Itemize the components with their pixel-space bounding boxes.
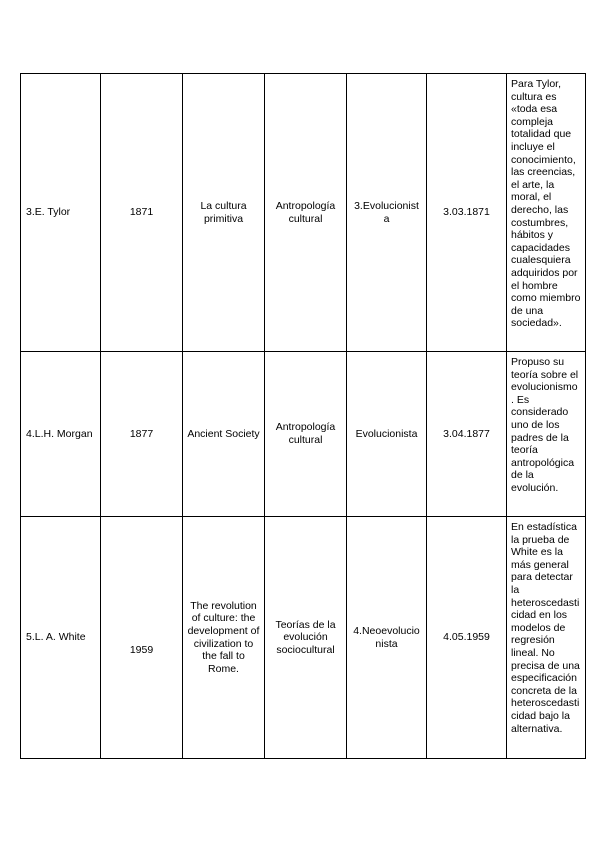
field-cell: Antropología cultural: [265, 74, 347, 352]
year-cell: 1871: [101, 74, 183, 352]
table-row: [21, 74, 586, 352]
author-cell: 3.E. Tylor: [21, 74, 101, 352]
field-cell: Teorías de la evolución sociocultural: [265, 517, 347, 759]
year-cell: 1959: [101, 517, 183, 759]
code-cell: 3.04.1877: [427, 352, 507, 517]
year-cell: 1877: [101, 352, 183, 517]
table-row: [21, 352, 586, 517]
author-cell: 5.L. A. White: [21, 517, 101, 759]
author-cell: 4.L.H. Morgan: [21, 352, 101, 517]
description-cell: En estadística la prueba de White es la más general para detectar la heteroscedasticidad en los modelos de regresión lineal. No precisa de una especificación concreta de la heteroscedasticidad bajo la alternativa.: [507, 517, 586, 759]
code-cell: 3.03.1871: [427, 74, 507, 352]
school-cell: 4.Neoevolucio nista: [347, 517, 427, 759]
field-cell: Antropología cultural: [265, 352, 347, 517]
description-cell: Propuso su teoría sobre el evolucionismo . Es considerado uno de los padres de la teoría antropológica de la evolución.: [507, 352, 586, 517]
table-row: [21, 517, 586, 759]
work-cell: Ancient Society: [183, 352, 265, 517]
data-table: [20, 73, 586, 759]
work-cell: La cultura primitiva: [183, 74, 265, 352]
school-cell: 3.Evolucionist a: [347, 74, 427, 352]
code-cell: 4.05.1959: [427, 517, 507, 759]
school-cell: Evolucionista: [347, 352, 427, 517]
description-cell: Para Tylor, cultura es «toda esa compleja totalidad que incluye el conocimiento, las creencias, el arte, la moral, el derecho, las costumbres, hábitos y capacidades cualesquiera adquiridos por el hombre como miembro de una sociedad».: [507, 74, 586, 352]
work-cell: The revolution of culture: the development of civilization to the fall to Rome.: [183, 517, 265, 759]
